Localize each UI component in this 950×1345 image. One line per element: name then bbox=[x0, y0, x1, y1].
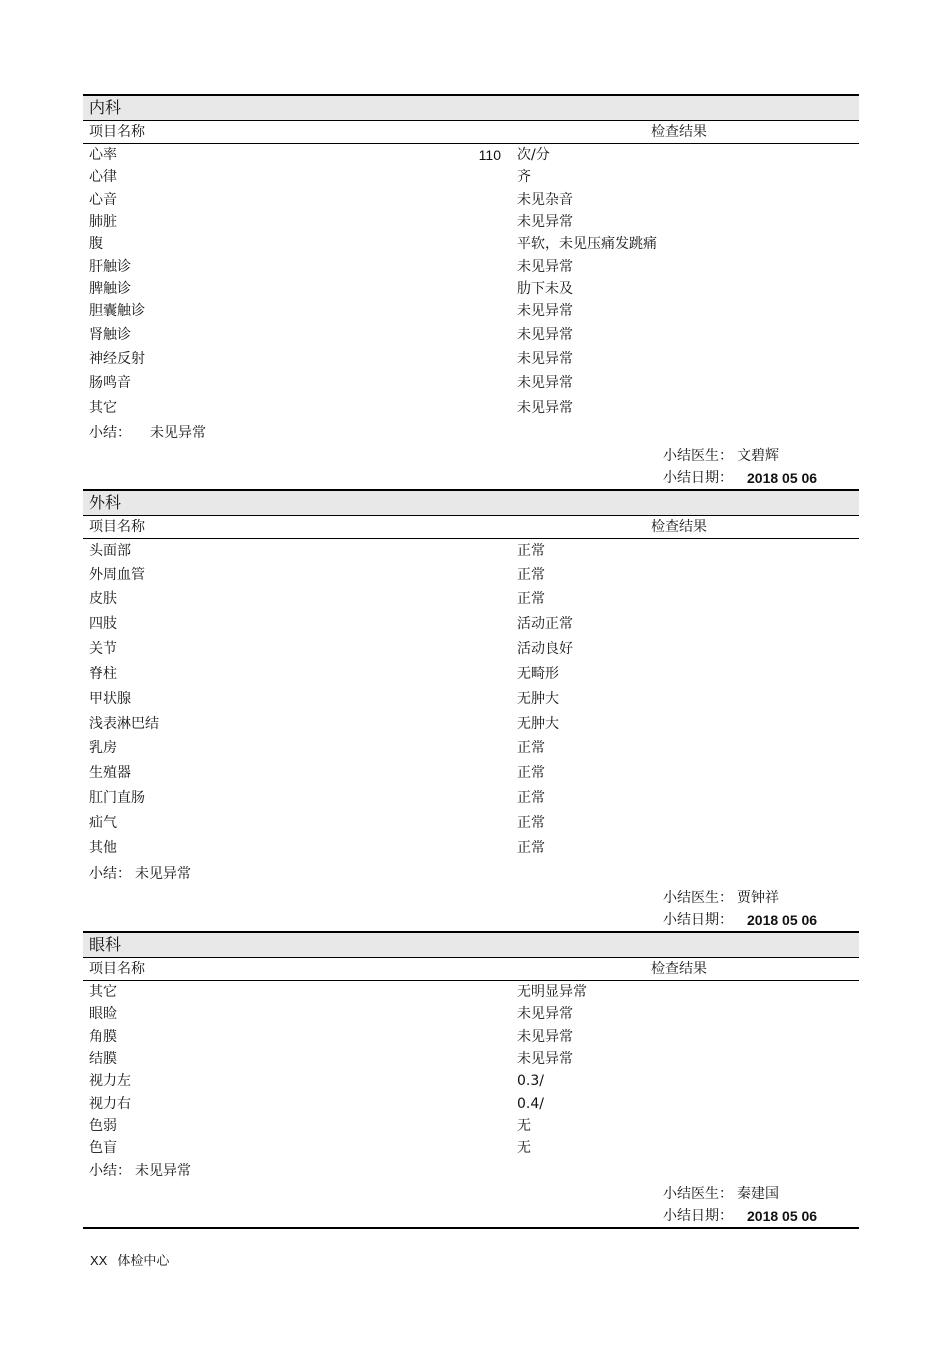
section-title: 眼科 bbox=[83, 931, 859, 958]
item-name: 乳房 bbox=[89, 740, 117, 756]
table-row bbox=[83, 211, 859, 233]
item-result: 未见异常 bbox=[517, 214, 573, 230]
table-row bbox=[83, 1026, 859, 1048]
table-row bbox=[83, 761, 859, 786]
table-row bbox=[83, 712, 859, 736]
summary-row bbox=[83, 421, 859, 445]
item-name: 心率 bbox=[89, 147, 117, 163]
item-name: 头面部 bbox=[89, 543, 131, 559]
summary-doctor-row bbox=[83, 887, 859, 909]
item-name: 色盲 bbox=[89, 1140, 117, 1156]
item-result: 无 bbox=[517, 1118, 531, 1134]
table-row bbox=[83, 836, 859, 861]
item-name: 视力左 bbox=[89, 1073, 131, 1089]
item-result: 未见异常 bbox=[517, 1029, 573, 1045]
item-name: 肝触诊 bbox=[89, 259, 131, 275]
column-header-row bbox=[83, 121, 859, 144]
item-name: 关节 bbox=[89, 641, 117, 657]
table-row bbox=[83, 637, 859, 662]
item-name: 疝气 bbox=[89, 815, 117, 831]
item-name: 甲状腺 bbox=[89, 691, 131, 707]
item-name: 脾触诊 bbox=[89, 281, 131, 297]
item-name: 角膜 bbox=[89, 1029, 117, 1045]
table-row bbox=[83, 1093, 859, 1115]
table-row bbox=[83, 811, 859, 836]
table-row bbox=[83, 396, 859, 421]
table-row bbox=[83, 736, 859, 761]
report-page bbox=[83, 94, 859, 1229]
item-name: 其它 bbox=[89, 400, 117, 416]
summary-label: 小结： bbox=[89, 1163, 131, 1179]
item-result: 正常 bbox=[517, 790, 545, 806]
item-name: 浅表淋巴结 bbox=[89, 716, 159, 732]
item-result: 未见异常 bbox=[517, 259, 573, 275]
summary-date: 2018 05 06 bbox=[747, 912, 818, 928]
item-result: 活动正常 bbox=[517, 616, 573, 632]
table-row bbox=[83, 278, 859, 300]
item-result: 正常 bbox=[517, 567, 545, 583]
column-header-name: 项目名称 bbox=[89, 519, 145, 535]
column-header-name: 项目名称 bbox=[89, 124, 145, 140]
item-name: 色弱 bbox=[89, 1118, 117, 1134]
item-result: 正常 bbox=[517, 740, 545, 756]
item-name: 结膜 bbox=[89, 1051, 117, 1067]
item-name: 视力右 bbox=[89, 1096, 131, 1112]
table-row bbox=[83, 347, 859, 371]
item-result: 未见异常 bbox=[517, 1051, 573, 1067]
item-name: 肺脏 bbox=[89, 214, 117, 230]
table-row bbox=[83, 1070, 859, 1093]
item-result: 未见异常 bbox=[517, 327, 573, 343]
table-row bbox=[83, 981, 859, 1003]
date-label: 小结日期： bbox=[663, 470, 733, 486]
item-result: 未见杂音 bbox=[517, 192, 573, 208]
table-row bbox=[83, 786, 859, 811]
section-ophthalmology bbox=[83, 931, 859, 1229]
footer-org: XX bbox=[90, 1253, 108, 1268]
footer-center: 体检中心 bbox=[117, 1254, 170, 1269]
doctor-name: 文碧辉 bbox=[737, 448, 779, 464]
date-label: 小结日期： bbox=[663, 912, 733, 928]
doctor-label: 小结医生： bbox=[663, 890, 733, 906]
item-result: 正常 bbox=[517, 765, 545, 781]
table-row bbox=[83, 1115, 859, 1137]
item-result: 无畸形 bbox=[517, 666, 559, 682]
table-row bbox=[83, 687, 859, 712]
item-name: 肛门直肠 bbox=[89, 790, 145, 806]
item-name: 神经反射 bbox=[89, 351, 145, 367]
item-result: 无 bbox=[517, 1140, 531, 1156]
summary-value: 未见异常 bbox=[150, 425, 206, 441]
table-row bbox=[83, 323, 859, 347]
item-name: 其它 bbox=[89, 984, 117, 1000]
column-header-name: 项目名称 bbox=[89, 961, 145, 977]
item-result: 未见异常 bbox=[517, 351, 573, 367]
item-result: 齐 bbox=[517, 169, 531, 185]
table-row bbox=[83, 539, 859, 563]
summary-doctor-row bbox=[83, 1183, 859, 1205]
item-name: 外周血管 bbox=[89, 567, 145, 583]
table-row bbox=[83, 300, 859, 323]
item-name: 皮肤 bbox=[89, 591, 117, 607]
section-surgery bbox=[83, 489, 859, 931]
item-result: 正常 bbox=[517, 591, 545, 607]
table-row bbox=[83, 1137, 859, 1160]
item-result: 平软，未见压痛发跳痛 bbox=[517, 236, 657, 252]
item-name: 生殖器 bbox=[89, 765, 131, 781]
item-result: 肋下未及 bbox=[517, 281, 573, 297]
table-row bbox=[83, 166, 859, 189]
section-internal-medicine bbox=[83, 94, 859, 489]
item-result: 0.3/ bbox=[517, 1073, 544, 1089]
summary-row bbox=[83, 861, 859, 887]
item-result: 次/分 bbox=[517, 147, 550, 163]
date-label: 小结日期： bbox=[663, 1208, 733, 1224]
bottom-rule bbox=[83, 1227, 859, 1229]
section-title: 内科 bbox=[83, 94, 859, 121]
item-name: 心音 bbox=[89, 192, 117, 208]
table-row bbox=[83, 612, 859, 637]
summary-label: 小结： bbox=[89, 866, 131, 882]
column-header-result: 检查结果 bbox=[651, 124, 707, 140]
summary-date-row bbox=[83, 467, 859, 489]
item-name: 其他 bbox=[89, 840, 117, 856]
table-row bbox=[83, 662, 859, 687]
table-row bbox=[83, 1003, 859, 1026]
summary-date-row bbox=[83, 1205, 859, 1227]
doctor-label: 小结医生： bbox=[663, 1186, 733, 1202]
summary-date: 2018 05 06 bbox=[747, 1208, 818, 1224]
item-result: 无明显异常 bbox=[517, 984, 587, 1000]
item-result: 正常 bbox=[517, 543, 545, 559]
item-value: 110 bbox=[478, 147, 501, 163]
item-result: 0.4/ bbox=[517, 1096, 544, 1112]
table-row bbox=[83, 189, 859, 211]
item-name: 肾触诊 bbox=[89, 327, 131, 343]
item-name: 四肢 bbox=[89, 616, 117, 632]
table-row bbox=[83, 1048, 859, 1070]
table-row bbox=[83, 256, 859, 278]
item-result: 无肿大 bbox=[517, 691, 559, 707]
item-result: 正常 bbox=[517, 815, 545, 831]
summary-doctor-row bbox=[83, 445, 859, 467]
doctor-name: 秦建国 bbox=[737, 1186, 779, 1202]
item-name: 脊柱 bbox=[89, 666, 117, 682]
item-result: 未见异常 bbox=[517, 400, 573, 416]
column-header-row bbox=[83, 516, 859, 539]
table-row bbox=[83, 144, 859, 166]
section-title: 外科 bbox=[83, 489, 859, 516]
item-name: 肠鸣音 bbox=[89, 375, 131, 391]
summary-date-row bbox=[83, 909, 859, 931]
item-result: 正常 bbox=[517, 840, 545, 856]
item-result: 未见异常 bbox=[517, 1006, 573, 1022]
column-header-row bbox=[83, 958, 859, 981]
table-row bbox=[83, 371, 859, 396]
item-name: 腹 bbox=[89, 236, 103, 252]
item-result: 无肿大 bbox=[517, 716, 559, 732]
item-name: 胆囊触诊 bbox=[89, 303, 145, 319]
summary-row bbox=[83, 1160, 859, 1183]
summary-value: 未见异常 bbox=[135, 866, 191, 882]
table-row bbox=[83, 233, 859, 256]
item-result: 未见异常 bbox=[517, 303, 573, 319]
summary-date: 2018 05 06 bbox=[747, 470, 818, 486]
item-result: 未见异常 bbox=[517, 375, 573, 391]
item-result: 活动良好 bbox=[517, 641, 573, 657]
page-footer bbox=[90, 1250, 169, 1269]
doctor-name: 贾钟祥 bbox=[737, 890, 779, 906]
summary-value: 未见异常 bbox=[135, 1163, 191, 1179]
table-row bbox=[83, 587, 859, 612]
doctor-label: 小结医生： bbox=[663, 448, 733, 464]
table-row bbox=[83, 563, 859, 587]
item-name: 心律 bbox=[89, 169, 117, 185]
column-header-result: 检查结果 bbox=[651, 961, 707, 977]
summary-label: 小结： bbox=[89, 425, 131, 441]
item-name: 眼睑 bbox=[89, 1006, 117, 1022]
column-header-result: 检查结果 bbox=[651, 519, 707, 535]
